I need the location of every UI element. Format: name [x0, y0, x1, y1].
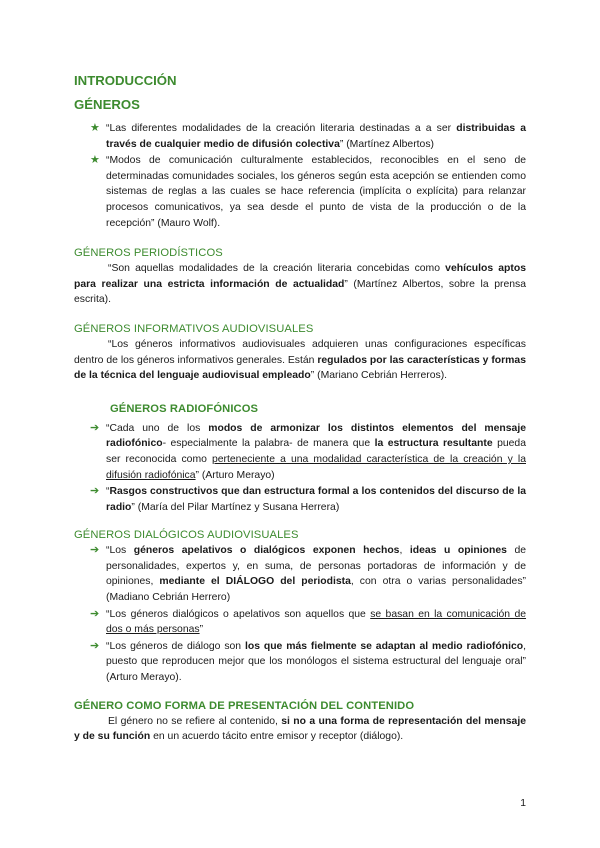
dialogicos-list: [90, 543, 526, 685]
page-title: INTRODUCCIÓN: [74, 73, 177, 88]
paragraph-informativos: “Los géneros informativos audiovisuales adquieren unas configuraciones específicas dentro de los géneros informativos generales. Están regulados por las características y formas de la técnica del lenguaje audiovisual empleado” (Mariano Cebrián Herreros).: [74, 338, 526, 382]
radiofonicos-list: [90, 421, 526, 516]
list-item: ➔ “Los géneros dialógicos o apelativos son aquellos que se basan en la comunicación de dos o más personas”: [90, 607, 527, 636]
arrow-bullet-icon: ➔: [90, 607, 100, 620]
section-heading-periodisticos: GÉNEROS PERIODÍSTICOS: [74, 247, 223, 260]
arrow-bullet-icon: ➔: [90, 544, 100, 557]
page-number: 1: [520, 798, 526, 809]
section-heading-generos: GÉNEROS: [74, 97, 140, 112]
generos-list: [90, 121, 526, 231]
star-bullet-icon: ★: [90, 154, 100, 167]
list-item: ★ “Las diferentes modalidades de la creación literaria destinadas a a ser distribuidas a través de cualquier medio de difusión colectiva” (Martínez Albertos): [90, 122, 526, 150]
star-bullet-icon: ★: [90, 122, 100, 134]
section-heading-dialogicos: GÉNEROS DIALÓGICOS AUDIOVISUALES: [74, 529, 299, 542]
list-item: ➔ “Los géneros de diálogo son los que más fielmente se adaptan al medio radiofónico, puesto que reproducen mejor que los monólogos el sistema estructural del lenguaje oral” (Arturo Merayo).: [90, 639, 526, 684]
arrow-bullet-icon: ➔: [90, 421, 100, 434]
section-heading-forma: GÉNERO COMO FORMA DE PRESENTACIÓN DEL CONTENIDO: [74, 699, 415, 712]
list-item: ➔ “Los géneros apelativos o dialógicos exponen hechos, ideas u opiniones de personalidades, expertos y, en suma, de personas portadoras de información y de opiniones, mediante el DIÁLOGO del periodista, con otra o varias personalidades” (Madiano Cebrián Herrero): [90, 544, 527, 604]
arrow-bullet-icon: ➔: [90, 485, 100, 498]
paragraph-forma: El género no se refiere al contenido, si no a una forma de representación del mensaje y de su función en un acuerdo tácito entre emisor y receptor (diálogo).: [74, 715, 526, 743]
arrow-bullet-icon: ➔: [90, 639, 100, 652]
section-heading-radiofonicos: GÉNEROS RADIOFÓNICOS: [110, 402, 259, 415]
list-item: ➔ “Rasgos constructivos que dan estructura formal a los contenidos del discurso de la radio” (María del Pilar Martínez y Susana Herrera): [90, 485, 526, 513]
paragraph-periodisticos: “Son aquellas modalidades de la creación literaria concebidas como vehículos aptos para realizar una estricta información de actualidad” (Martínez Albertos, sobre la prensa escrita).: [74, 263, 526, 306]
section-heading-informativos: GÉNEROS INFORMATIVOS AUDIOVISUALES: [74, 322, 314, 335]
list-item: ★ “Modos de comunicación culturalmente establecidos, reconocibles en el seno de determinadas comunidades sociales, los géneros según esta acepción se entienden como sistemas de reglas a las cuales se hace referencia (implícita o explícita) para relanzar procesos comunicativos, ya sea desde el punto de vista de la producción o de la recepción” (Mauro Wolf).: [90, 154, 526, 229]
list-item: ➔ “Cada uno de los modos de armonizar los distintos elementos del mensaje radiofónico- especialmente la palabra- de manera que la estructura resultante pueda ser reconocida como perteneciente a una modalidad característica de la creación y la difusión radiofónica” (Arturo Merayo): [90, 421, 526, 481]
